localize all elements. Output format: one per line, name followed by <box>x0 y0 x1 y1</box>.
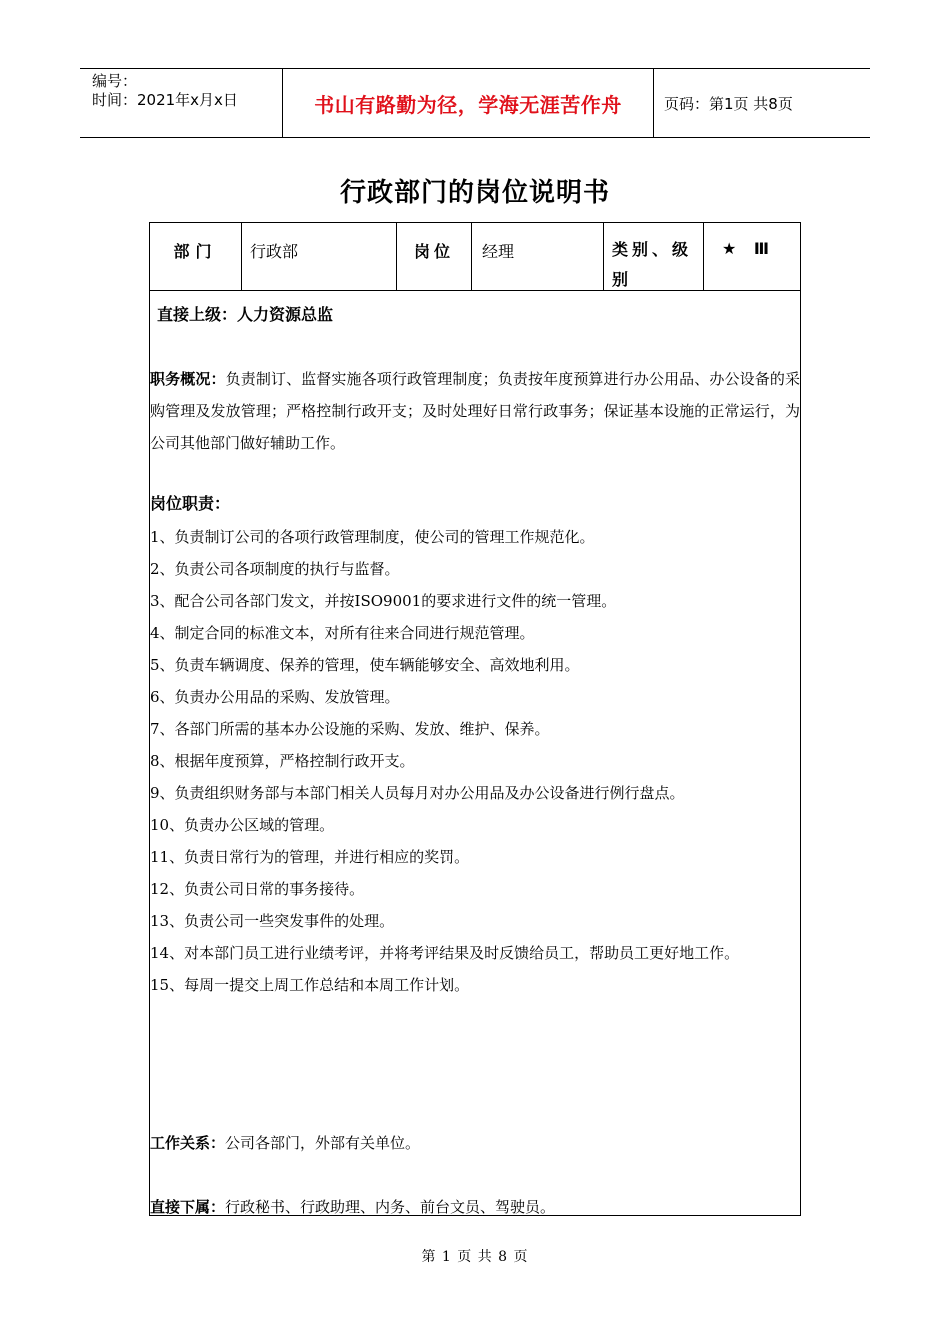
serial-label: 编号： <box>92 72 138 90</box>
list-item: 3、配合公司各部门发文，并按ISO9001的要求进行文件的统一管理。 <box>150 592 617 610</box>
work-relations <box>150 1127 800 1159</box>
list-item: 6、负责办公用品的采购、发放管理。 <box>150 688 400 706</box>
overview-text: 负责制订、监督实施各项行政管理制度；负责按年度预算进行办公用品、办公设备的采购管理及发放管理；严格控制行政开支；及时处理好日常行政事务；保证基本设施的正常运行，为公司其他部门做好辅助工作。 <box>150 370 800 452</box>
list-item: 7、各部门所需的基本办公设施的采购、发放、维护、保养。 <box>150 720 550 738</box>
list-item: 10、负责办公区域的管理。 <box>150 816 335 834</box>
post-value: 经理 <box>472 223 604 290</box>
overview-label: 职务概况： <box>150 370 226 388</box>
duty-list <box>150 521 800 1001</box>
header-meta <box>80 69 282 137</box>
duties-heading: 岗位职责： <box>150 494 231 513</box>
time-label: 时间：2021年x月x日 <box>92 91 238 109</box>
relations-text: 公司各部门，外部有关单位。 <box>225 1134 421 1152</box>
job-description-table <box>149 222 801 1216</box>
subordinates-text: 行政秘书、行政助理、内务、前台文员、驾驶员。 <box>225 1198 556 1216</box>
subordinates-label: 直接下属： <box>150 1198 226 1216</box>
direct-subordinates <box>150 1191 800 1223</box>
list-item: 2、负责公司各项制度的执行与监督。 <box>150 560 400 578</box>
direct-superior: 直接上级：人力资源总监 <box>157 305 334 324</box>
page-footer: 第 1 页 共 8 页 <box>421 1249 529 1265</box>
list-item: 4、制定合同的标准文本，对所有往来合同进行规范管理。 <box>150 624 535 642</box>
dept-value: 行政部 <box>242 223 397 290</box>
list-item: 15、每周一提交上周工作总结和本周工作计划。 <box>150 976 470 994</box>
list-item: 8、根据年度预算，严格控制行政开支。 <box>150 752 415 770</box>
category-value: ★ Ⅲ <box>722 239 776 258</box>
list-item: 14、对本部门员工进行业绩考评，并将考评结果及时反馈给员工，帮助员工更好地工作。 <box>150 944 740 962</box>
dept-label: 部门 <box>150 223 242 290</box>
info-row <box>150 223 800 291</box>
list-item: 13、负责公司一些突发事件的处理。 <box>150 912 395 930</box>
page-header <box>80 68 870 138</box>
relations-label: 工作关系： <box>150 1134 226 1152</box>
header-motto: 书山有路勤为径，学海无涯苦作舟 <box>282 69 654 137</box>
category-label: 类别、级别 <box>604 223 704 290</box>
post-label: 岗位 <box>397 223 472 290</box>
list-item: 12、负责公司日常的事务接待。 <box>150 880 365 898</box>
job-overview <box>150 363 800 459</box>
list-item: 1、负责制订公司的各项行政管理制度，使公司的管理工作规范化。 <box>150 528 595 546</box>
header-page-code: 页码：第1页 共8页 <box>664 94 793 113</box>
list-item: 11、负责日常行为的管理，并进行相应的奖罚。 <box>150 848 470 866</box>
list-item: 9、负责组织财务部与本部门相关人员每月对办公用品及办公设备进行例行盘点。 <box>150 784 685 802</box>
list-item: 5、负责车辆调度、保养的管理，使车辆能够安全、高效地利用。 <box>150 656 580 674</box>
document-title: 行政部门的岗位说明书 <box>339 178 610 208</box>
